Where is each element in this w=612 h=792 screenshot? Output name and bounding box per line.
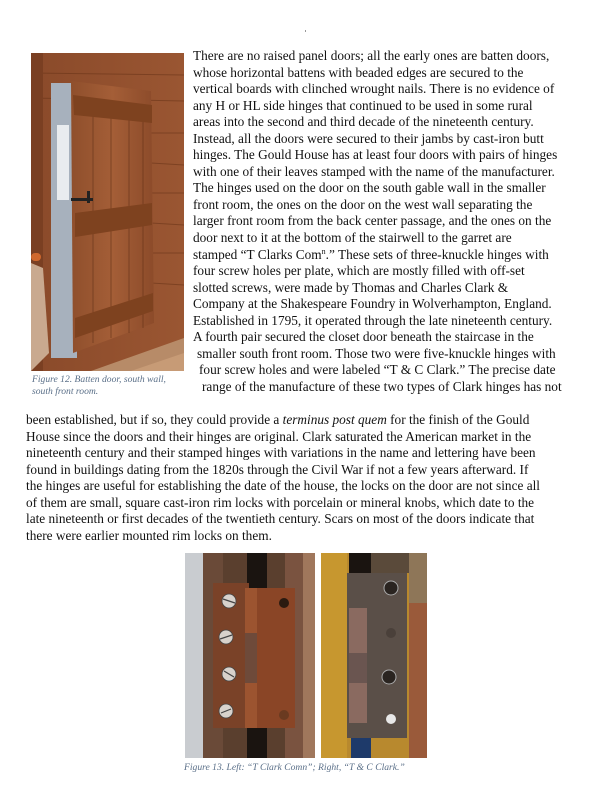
text-line: any H or HL side hinges that continued to be used in some rural <box>193 97 533 113</box>
text-line: four screw holes and were labeled “T & C Clark.” The precise date <box>199 362 556 378</box>
text-line: smaller south front room. Those two were five-knuckle hinges with <box>197 345 556 361</box>
text-line: Established in 1795, it operated through the late nineteenth century. <box>193 312 553 328</box>
text-line: found in buildings dating from the 1820s through the Civil War if not a few years afterward. If <box>26 461 529 477</box>
italic-term: terminus post quem <box>282 412 387 427</box>
text-line-italic-term <box>26 412 540 429</box>
figure-12-caption <box>32 374 192 398</box>
text-span: been established, but if so, they could provide a <box>26 412 283 427</box>
text-line: Company at the Shakespeare Foundry in Wolverhampton, England. <box>193 296 552 312</box>
superscript: n <box>321 246 326 256</box>
text-span: for the finish of the Gould <box>386 412 530 427</box>
text-line: front room, the ones on the door on the west wall separating the <box>193 196 533 212</box>
text-line: A fourth pair secured the closet door beneath the staircase in the <box>193 329 534 345</box>
text-line: of them are small, square cast-iron rim locks with porcelain or mineral knobs, which date to the <box>26 494 535 510</box>
text-line: whose horizontal battens with beaded edges are secured to the <box>193 64 524 80</box>
figure-12-batten-door-photo <box>31 53 184 371</box>
text-line-stamped <box>193 247 562 264</box>
text-line: House since the doors and their hinges are original. Clark saturated the American market in the <box>26 428 532 444</box>
text-line: there were earlier mounted rim locks on them. <box>26 527 272 543</box>
text-line: door next to it at the bottom of the stairwell to the garret are <box>193 230 512 246</box>
text-line: The hinges used on the door on the south gable wall in the smaller <box>193 180 546 196</box>
figure-13-caption: Figure 13. Left: “T Clark Comn”; Right, “T & C Clark.” <box>184 762 405 773</box>
figure-13-right-hinge-photo <box>321 553 427 758</box>
text-line: with one of their leaves stamped with the name of the manufacturer. <box>193 163 555 179</box>
text-span: .” These sets of three-knuckle hinges with <box>325 246 549 262</box>
text-line: areas into the second and third decade of the nineteenth century. <box>193 114 534 130</box>
text-line: slotted screws, were made by Thomas and Charles Clark & <box>193 279 509 295</box>
text-line: nineteenth century and their stamped hinges with variations in the name and lettering have been <box>26 445 536 461</box>
caption-line: Figure 12. Batten door, south wall, <box>32 374 166 385</box>
text-line: hinges. The Gould House has at least four doors with pairs of hinges <box>193 147 558 163</box>
text-span: stamped “T Clarks Com <box>193 246 322 262</box>
figure-13-left-hinge-photo <box>185 553 315 758</box>
text-line: late nineteenth or first decades of the twentieth century. Scars on most of the doors indicate that <box>26 511 535 527</box>
text-line: larger front room from the back center passage, and the ones on the <box>193 213 552 229</box>
text-line: range of the manufacture of these two types of Clark hinges has not <box>202 378 562 394</box>
text-line: the hinges are useful for establishing the date of the house, the locks on the door are not since all <box>26 478 540 494</box>
text-line: four screw holes per plate, which are mostly filled with off-set <box>193 263 525 279</box>
text-line: vertical boards with clinched wrought nails. There is no evidence of <box>193 81 555 97</box>
body-paragraph-right-column <box>193 48 562 395</box>
caption-line: south front room. <box>32 386 99 397</box>
page-mark <box>305 30 306 32</box>
text-line: There are no raised panel doors; all the early ones are batten doors, <box>193 48 550 63</box>
text-line: Instead, all the doors were secured to their jambs by cast-iron butt <box>193 130 544 146</box>
body-paragraph-full-width <box>26 412 540 544</box>
